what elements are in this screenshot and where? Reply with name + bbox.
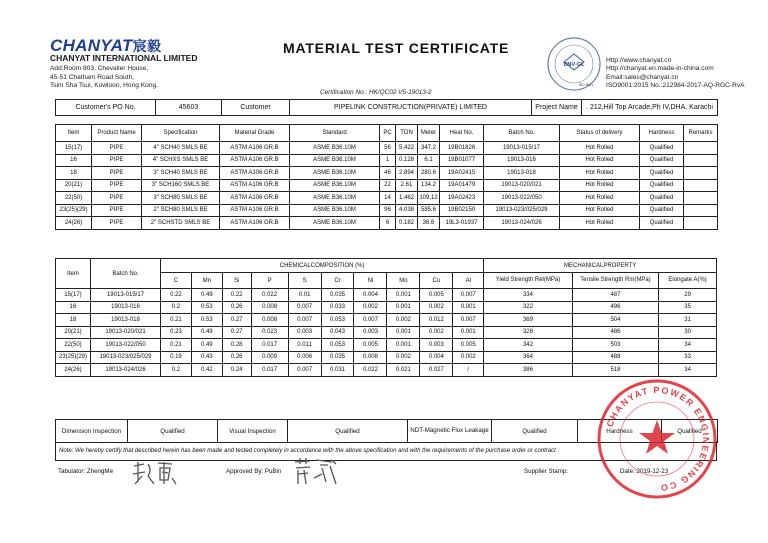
- table-cell: 328: [484, 326, 573, 339]
- table-cell: 19B01826: [440, 142, 484, 155]
- table-cell: 2" SCHSTD SMLS BE: [142, 217, 220, 230]
- table-row: [56, 326, 717, 339]
- element-header: Mn: [191, 273, 222, 289]
- table-cell: Hot Rolled: [560, 167, 640, 180]
- date-label: Date: 2019-12-23: [620, 468, 669, 475]
- dnv-certification-seal: [546, 36, 602, 92]
- table-cell: 342: [484, 339, 573, 352]
- table-cell: 0.003: [354, 326, 387, 339]
- table-cell: 19A02423: [440, 192, 484, 205]
- table-cell: 518: [572, 364, 658, 377]
- table-cell: 0.42: [191, 364, 222, 377]
- table-cell: 4" SCHXS SMLS BE: [142, 154, 220, 167]
- certification-number: Certification No.: HK/QC02 V5-19013-2: [320, 89, 432, 96]
- table-cell: 22(50): [56, 192, 92, 205]
- chemical-composition-header: CHEMICALCOMPOSITION (%): [161, 259, 484, 273]
- table-cell: 6: [380, 217, 396, 230]
- address-line: Tsim Sha Tsui, Kowloon, Hong Kong.: [50, 82, 159, 89]
- table-cell: 280.6: [418, 167, 440, 180]
- logo-text: CHANYAT: [50, 36, 133, 55]
- hardness-value: Qualified: [662, 420, 718, 443]
- table-cell: 0.24: [222, 364, 251, 377]
- yield-strength-header: Yield Strength Rel(MPa): [484, 273, 573, 289]
- table-cell: ASME B36.10M: [290, 217, 380, 230]
- table-cell: ASME B36.10M: [290, 179, 380, 192]
- table-cell: 0.022: [251, 289, 288, 302]
- table-cell: 19013-023/025/029: [91, 351, 161, 364]
- tensile-strength-header: Tensile Strength Rm(MPa): [572, 273, 658, 289]
- table-cell: 19013-020/021: [484, 179, 560, 192]
- table-cell: 0.49: [191, 326, 222, 339]
- table-cell: 0.001: [387, 289, 420, 302]
- element-header: S: [288, 273, 321, 289]
- element-header: Cr: [321, 273, 354, 289]
- table-cell: 0.053: [321, 314, 354, 327]
- table-row: [56, 314, 717, 327]
- table-cell: 134.2: [418, 179, 440, 192]
- table-cell: 3" SCH160 SMLS BE: [142, 179, 220, 192]
- col-header: PC: [380, 125, 396, 142]
- table-cell: 0.128: [396, 154, 418, 167]
- table-cell: 6.1: [418, 154, 440, 167]
- products-table: [55, 124, 718, 230]
- table-cell: Hot Rolled: [560, 204, 640, 217]
- address-line: 45-51 Chatham Road South,: [50, 73, 134, 81]
- table-cell: 0.031: [321, 364, 354, 377]
- mechanical-property-header: MECHANICALPROPERTY: [484, 259, 717, 273]
- table-cell: 0.005: [420, 289, 453, 302]
- table-cell: 0.002: [387, 314, 420, 327]
- table-cell: 0.21: [161, 339, 192, 352]
- table-cell: 0.035: [321, 351, 354, 364]
- table-cell: 0.004: [420, 351, 453, 364]
- elongate-header: Elongate A(%): [659, 273, 717, 289]
- col-header: Material Grade: [220, 125, 290, 142]
- table-cell: 19A01479: [440, 179, 484, 192]
- table-cell: PIPE: [92, 142, 142, 155]
- table-cell: Hot Rolled: [560, 142, 640, 155]
- table-cell: 0.011: [288, 339, 321, 352]
- table-cell: 347.2: [418, 142, 440, 155]
- table-cell: 15(17): [56, 289, 91, 302]
- table-cell: 0.023: [251, 326, 288, 339]
- table-cell: 0.27: [222, 314, 251, 327]
- table-cell: 0.22: [222, 289, 251, 302]
- table-cell: 0.001: [453, 301, 484, 314]
- customer-value: PIPELINK CONSTRUCTION(PRIVATE) LIMITED: [290, 100, 532, 116]
- table-row: [56, 179, 718, 192]
- table-cell: 0.053: [321, 339, 354, 352]
- table-cell: 4" SCH40 SMLS BE: [142, 142, 220, 155]
- table-cell: 19013-024/026: [484, 217, 560, 230]
- table-cell: 22(50): [56, 339, 91, 352]
- table-cell: 23(25)(29): [56, 204, 92, 217]
- table-cell: 585.6: [418, 204, 440, 217]
- col-header: Specification: [142, 125, 220, 142]
- table-cell: 46: [380, 167, 396, 180]
- table-cell: 18: [56, 314, 91, 327]
- table-cell: 36.6: [418, 217, 440, 230]
- chemistry-body: [56, 289, 717, 377]
- table-cell: 19B01077: [440, 154, 484, 167]
- order-info-table: [55, 99, 718, 116]
- table-cell: 1: [380, 154, 396, 167]
- table-cell: 22: [380, 179, 396, 192]
- table-cell: PIPE: [92, 154, 142, 167]
- col-header: Item: [56, 125, 92, 142]
- table-cell: 1.462: [396, 192, 418, 205]
- table-cell: 0.002: [420, 301, 453, 314]
- table-cell: Hot Rolled: [560, 154, 640, 167]
- table-cell: 0.27: [222, 326, 251, 339]
- col-header: Batch No.: [484, 125, 560, 142]
- table-cell: 0.012: [420, 314, 453, 327]
- table-cell: PIPE: [92, 217, 142, 230]
- table-cell: 3" SCH40 SMLS BE: [142, 167, 220, 180]
- certification-note: Note: We hereby certify that described herein has been made and tested completely in accordance with the above specification and with the requirements of the purchase order or contract: [55, 441, 717, 461]
- table-cell: 19B02150: [440, 204, 484, 217]
- table-cell: 20(21): [56, 179, 92, 192]
- element-header: Ni: [354, 273, 387, 289]
- table-cell: 2.894: [396, 167, 418, 180]
- visual-inspection-label: Visual Inspection: [218, 420, 288, 443]
- table-cell: 0.002: [354, 301, 387, 314]
- ndt-label: NDT-Magnetic Flux Leakage: [408, 420, 492, 443]
- table-cell: 2" SCH80 SMLS BE: [142, 204, 220, 217]
- table-cell: ASME B36.10M: [290, 167, 380, 180]
- table-cell: 109.12: [418, 192, 440, 205]
- table-cell: 0.001: [453, 326, 484, 339]
- table-cell: Qualified: [640, 192, 684, 205]
- table-cell: ASTM A106 GR.B: [220, 192, 290, 205]
- table-cell: 487: [572, 289, 658, 302]
- table-cell: 19L3-01937: [440, 217, 484, 230]
- table-cell: 30: [659, 326, 717, 339]
- table-cell: Hot Rolled: [560, 192, 640, 205]
- project-label: Project Name: [532, 100, 582, 116]
- col-header: Hardness: [640, 125, 684, 142]
- table-cell: 0.01: [288, 289, 321, 302]
- table-cell: PIPE: [92, 179, 142, 192]
- table-cell: ASTM A106 GR.B: [220, 179, 290, 192]
- table-cell: ASTM A106 GR.B: [220, 142, 290, 155]
- table-cell: ASME B36.10M: [290, 204, 380, 217]
- table-cell: 0.002: [420, 326, 453, 339]
- table-cell: 0.002: [453, 351, 484, 364]
- table-cell: 0.49: [191, 339, 222, 352]
- table-cell: Qualified: [640, 217, 684, 230]
- table-cell: 33: [659, 351, 717, 364]
- contact-info: [606, 57, 745, 91]
- table-cell: 0.009: [251, 351, 288, 364]
- table-cell: [684, 204, 718, 217]
- table-cell: PIPE: [92, 192, 142, 205]
- table-cell: 31: [659, 314, 717, 327]
- logo-cn-text: 宸毅: [132, 38, 162, 54]
- table-cell: 0.003: [288, 326, 321, 339]
- table-cell: /: [453, 364, 484, 377]
- col-header: Standard: [290, 125, 380, 142]
- batch-header: Batch No.: [91, 259, 161, 289]
- table-cell: 0.007: [288, 364, 321, 377]
- table-cell: PIPE: [92, 204, 142, 217]
- table-cell: 0.2: [161, 301, 192, 314]
- table-cell: 0.007: [453, 289, 484, 302]
- project-value: . 212,Hill Top Arcade,Ph IV,DHA, Karachi: [582, 100, 718, 116]
- table-cell: 0.033: [321, 301, 354, 314]
- table-cell: 96: [380, 204, 396, 217]
- table-cell: 0.001: [387, 339, 420, 352]
- table-cell: 496: [572, 301, 658, 314]
- table-cell: ASTM A106 GR.B: [220, 204, 290, 217]
- table-cell: 0.005: [354, 339, 387, 352]
- table-cell: 0.21: [161, 314, 192, 327]
- element-header: Mo: [387, 273, 420, 289]
- table-cell: PIPE: [92, 167, 142, 180]
- table-cell: 488: [572, 351, 658, 364]
- table-cell: 56: [380, 142, 396, 155]
- table-cell: 0.006: [288, 351, 321, 364]
- table-cell: 34: [659, 339, 717, 352]
- element-header: P: [251, 273, 288, 289]
- table-cell: 19013-024/026: [91, 364, 161, 377]
- table-cell: ASTM A106 GR.B: [220, 154, 290, 167]
- table-cell: [684, 154, 718, 167]
- email-link[interactable]: Email:sales@chanyat.cn: [606, 73, 679, 81]
- table-cell: 19013-018: [91, 314, 161, 327]
- table-cell: 19013-022/050: [484, 192, 560, 205]
- table-cell: 19013-018: [484, 167, 560, 180]
- col-header: TON: [396, 125, 418, 142]
- table-cell: 0.035: [321, 289, 354, 302]
- table-cell: 0.021: [387, 364, 420, 377]
- table-row: [56, 339, 717, 352]
- dnv-label: DNV·GL: [563, 62, 585, 68]
- star-icon: [639, 420, 675, 454]
- table-row: [56, 154, 718, 167]
- table-cell: 0.022: [354, 364, 387, 377]
- dimension-inspection-value: Qualified: [128, 420, 218, 443]
- table-cell: 19013-020/021: [91, 326, 161, 339]
- table-cell: 0.005: [453, 339, 484, 352]
- table-cell: 19013-016: [91, 301, 161, 314]
- table-cell: Qualified: [640, 179, 684, 192]
- tabulator-signature: [130, 458, 178, 488]
- table-cell: 16: [56, 301, 91, 314]
- table-cell: 19A02415: [440, 167, 484, 180]
- table-cell: 0.003: [420, 339, 453, 352]
- table-cell: Qualified: [640, 204, 684, 217]
- chemistry-table: [55, 258, 717, 377]
- table-row: [56, 351, 717, 364]
- table-row: [56, 301, 717, 314]
- table-row: [56, 217, 718, 230]
- table-cell: ASME B36.10M: [290, 192, 380, 205]
- table-cell: 34: [659, 364, 717, 377]
- table-cell: 0.28: [222, 339, 251, 352]
- table-cell: 0.53: [191, 301, 222, 314]
- table-cell: 0.49: [191, 289, 222, 302]
- table-cell: 0.26: [222, 351, 251, 364]
- table-cell: 18: [56, 167, 92, 180]
- table-cell: 0.004: [354, 289, 387, 302]
- table-cell: 0.22: [161, 289, 192, 302]
- table-row: [56, 142, 718, 155]
- table-cell: 20(21): [56, 326, 91, 339]
- approver-signature: [292, 456, 338, 488]
- table-cell: 0.182: [396, 217, 418, 230]
- table-cell: [684, 179, 718, 192]
- table-cell: 19013-023/025/029: [484, 204, 560, 217]
- document-title: MATERIAL TEST CERTIFICATE: [283, 40, 510, 56]
- table-cell: 503: [572, 339, 658, 352]
- element-header: Cu: [420, 273, 453, 289]
- table-cell: Qualified: [640, 154, 684, 167]
- table-cell: Hot Rolled: [560, 217, 640, 230]
- tabulator-label: Tabulator: ZhengMe: [58, 468, 114, 475]
- chemistry-header-row-1: [56, 259, 717, 273]
- table-cell: 24(26): [56, 364, 91, 377]
- table-cell: 0.017: [251, 339, 288, 352]
- products-body: [56, 142, 718, 230]
- table-row: [56, 192, 718, 205]
- company-stamp: [596, 378, 718, 500]
- po-label: Customer's PO No.: [56, 100, 156, 116]
- table-cell: 0.007: [354, 314, 387, 327]
- table-cell: 0.001: [387, 326, 420, 339]
- table-cell: 0.2: [161, 364, 192, 377]
- table-cell: 23(25)(29): [56, 351, 91, 364]
- col-header: Product Name: [92, 125, 142, 142]
- col-header: Heat No.: [440, 125, 484, 142]
- table-cell: 0.007: [288, 301, 321, 314]
- website-link[interactable]: Http://www.chanyat.cn: [606, 57, 672, 64]
- table-cell: 15(17): [56, 142, 92, 155]
- table-cell: 322: [484, 301, 573, 314]
- company-name: CHANYAT INTERNATIONAL LIMITED: [50, 53, 198, 63]
- table-cell: 0.027: [420, 364, 453, 377]
- table-cell: 0.017: [251, 364, 288, 377]
- table-cell: 334: [484, 289, 573, 302]
- col-header: Remarks: [684, 125, 718, 142]
- element-header: Si: [222, 273, 251, 289]
- visual-inspection-value: Qualified: [288, 420, 408, 443]
- table-cell: 0.23: [161, 326, 192, 339]
- supplier-stamp-label: Supplier Stamp:: [524, 468, 569, 475]
- table-cell: ASME B36.10M: [290, 154, 380, 167]
- table-cell: 386: [484, 364, 573, 377]
- element-header: Al: [453, 273, 484, 289]
- table-cell: 35: [659, 301, 717, 314]
- table-cell: 2.61: [396, 179, 418, 192]
- table-row: [56, 289, 717, 302]
- table-cell: 4.038: [396, 204, 418, 217]
- table-cell: 29: [659, 289, 717, 302]
- table-cell: 19013-015/17: [91, 289, 161, 302]
- table-cell: 0.008: [251, 301, 288, 314]
- hardness-label: Hardness: [578, 420, 662, 443]
- table-cell: 0.007: [453, 314, 484, 327]
- table-cell: 16: [56, 154, 92, 167]
- table-row: [56, 364, 717, 377]
- table-cell: [684, 192, 718, 205]
- table-cell: 0.43: [191, 351, 222, 364]
- stamp-text: CHANYAT POWER ENGINEERING CO: [604, 384, 712, 494]
- table-cell: 0.001: [387, 301, 420, 314]
- table-cell: 364: [484, 351, 573, 364]
- products-header-row: [56, 125, 718, 142]
- table-cell: ASME B36.10M: [290, 142, 380, 155]
- table-cell: 14: [380, 192, 396, 205]
- table-cell: 504: [572, 314, 658, 327]
- table-cell: 0.007: [288, 314, 321, 327]
- company-address: [50, 65, 158, 91]
- table-cell: Qualified: [640, 167, 684, 180]
- table-cell: Qualified: [640, 142, 684, 155]
- table-cell: 3" SCH80 SMLS BE: [142, 192, 220, 205]
- table-row: [56, 167, 718, 180]
- address-line: Add:Room 803, Chevalier House,: [50, 65, 149, 72]
- table-cell: ASTM A106 GR.B: [220, 217, 290, 230]
- table-cell: 24(26): [56, 217, 92, 230]
- element-header: C: [161, 273, 192, 289]
- table-cell: 0.26: [222, 301, 251, 314]
- col-header: Status of delivery: [560, 125, 640, 142]
- table-cell: 0.002: [387, 351, 420, 364]
- table-cell: 0.008: [354, 351, 387, 364]
- table-row: [56, 204, 718, 217]
- approved-by-label: Approved By: PuBin: [226, 468, 282, 475]
- col-header: Meter: [418, 125, 440, 142]
- iso-number: ISO9001:2015 No.:212984-2017-AQ-RGC-RvA: [606, 82, 745, 90]
- table-cell: Hot Rolled: [560, 179, 640, 192]
- po-value: 45603: [156, 100, 222, 116]
- table-cell: [684, 217, 718, 230]
- table-cell: [684, 142, 718, 155]
- table-cell: 19013-022/050: [91, 339, 161, 352]
- made-in-china-link[interactable]: Http://chanyat.en.made-in-china.com: [606, 65, 714, 73]
- table-cell: 5.422: [396, 142, 418, 155]
- table-cell: [684, 167, 718, 180]
- iso-label: ISO 9001: [578, 83, 594, 87]
- ndt-value: Qualified: [492, 420, 578, 443]
- customer-label: Customer: [222, 100, 290, 116]
- table-cell: 19013-015/17: [484, 142, 560, 155]
- table-cell: ASTM A106 GR.B: [220, 167, 290, 180]
- table-cell: 0.53: [191, 314, 222, 327]
- table-cell: 19013-016: [484, 154, 560, 167]
- table-cell: 0.19: [161, 351, 192, 364]
- table-cell: 486: [572, 326, 658, 339]
- order-info-row: [56, 100, 718, 116]
- table-cell: 0.008: [251, 314, 288, 327]
- item-header: Item: [56, 259, 91, 289]
- table-cell: 369: [484, 314, 573, 327]
- dimension-inspection-label: Dimension Inspection: [56, 420, 128, 443]
- table-cell: 0.043: [321, 326, 354, 339]
